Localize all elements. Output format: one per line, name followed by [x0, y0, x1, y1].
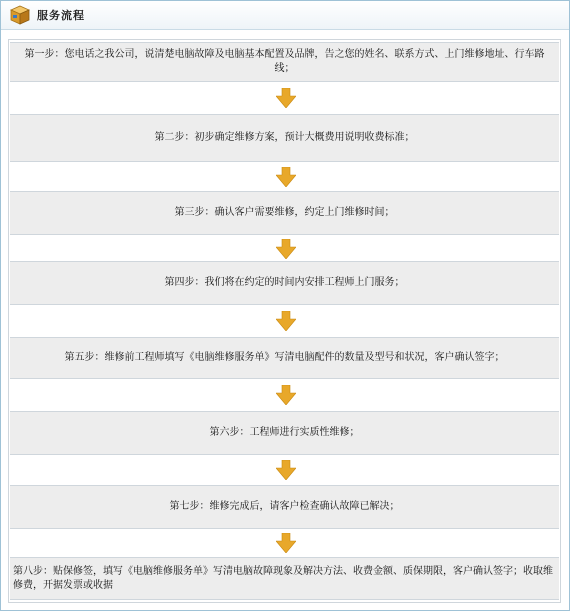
step-5: [10, 337, 559, 379]
step-gap: [9, 305, 560, 337]
step-gap: [9, 162, 560, 191]
step-8-text: 第八步：贴保修签，填写《电脑维修服务单》写清电脑故障现象及解决方法、收费金额、质保期限，客户确认签字；收取维修费，开据发票或收据: [13, 565, 553, 591]
step-7: [10, 485, 559, 529]
down-arrow-icon: [276, 311, 296, 331]
step-4-text: 第四步：我们将在约定的时间内安排工程师上门服务；: [164, 277, 405, 288]
step-gap: [9, 235, 560, 261]
step-gap: [9, 529, 560, 557]
step-8: [10, 557, 559, 600]
down-arrow-icon: [276, 460, 296, 480]
panel-title: 服务流程: [37, 9, 85, 22]
step-2-text: 第二步：初步确定维修方案，预计大概费用说明收费标准；: [154, 132, 415, 143]
step-gap: [9, 455, 560, 485]
step-gap: [9, 379, 560, 411]
step-4: [10, 261, 559, 305]
step-3: [10, 191, 559, 235]
step-5-text: 第五步：维修前工程师填写《电脑维修服务单》写清电脑配件的数量及型号和状况，客户确认签字；: [64, 352, 505, 363]
package-box-icon: [9, 4, 31, 26]
down-arrow-icon: [276, 167, 296, 187]
down-arrow-icon: [276, 533, 296, 553]
step-1-text: 第一步：您电话之我公司，说清楚电脑故障及电脑基本配置及品牌，告之您的姓名、联系方式、上门维修地址、行车路线；: [24, 49, 545, 74]
down-arrow-icon: [276, 88, 296, 108]
step-7-text: 第七步：维修完成后，请客户检查确认故障已解决；: [169, 501, 400, 512]
step-gap: [9, 82, 560, 114]
step-1: [10, 42, 559, 82]
step-6-text: 第六步：工程师进行实质性维修；: [209, 427, 360, 438]
process-flow: [8, 39, 561, 603]
step-6: [10, 411, 559, 455]
step-3-text: 第三步：确认客户需要维修，约定上门维修时间；: [174, 207, 395, 218]
step-2: [10, 114, 559, 162]
down-arrow-icon: [276, 385, 296, 405]
down-arrow-icon: [276, 239, 296, 259]
panel-header: [1, 1, 569, 30]
